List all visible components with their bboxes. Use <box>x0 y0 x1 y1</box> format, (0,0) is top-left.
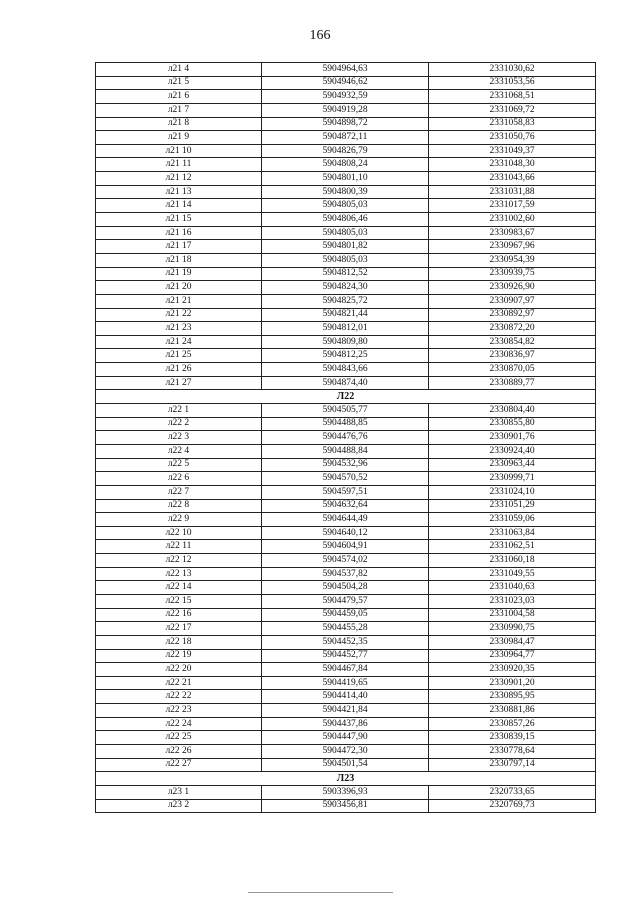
table-row <box>96 253 596 267</box>
y-coordinate-cell: 2331004,58 <box>429 608 596 622</box>
section-header: Л22 <box>96 390 596 404</box>
footer-divider <box>248 892 393 893</box>
x-coordinate-cell: 5904455,28 <box>262 622 429 636</box>
y-coordinate-cell: 2330924,40 <box>429 444 596 458</box>
table-row <box>96 635 596 649</box>
y-coordinate-cell: 2330778,64 <box>429 745 596 759</box>
x-coordinate-cell: 5904479,57 <box>262 594 429 608</box>
table-row <box>96 513 596 527</box>
y-coordinate-cell: 2331030,62 <box>429 63 596 77</box>
y-coordinate-cell: 2330797,14 <box>429 758 596 772</box>
table-row <box>96 417 596 431</box>
point-label-cell: л21 6 <box>96 90 262 104</box>
table-row <box>96 608 596 622</box>
section-header-row <box>96 390 596 404</box>
table-row <box>96 581 596 595</box>
x-coordinate-cell: 5904824,30 <box>262 281 429 295</box>
table-row <box>96 363 596 377</box>
point-label-cell: л21 11 <box>96 158 262 172</box>
y-coordinate-cell: 2331060,18 <box>429 554 596 568</box>
table-row <box>96 117 596 131</box>
x-coordinate-cell: 5904821,44 <box>262 308 429 322</box>
table-row <box>96 144 596 158</box>
y-coordinate-cell: 2330901,20 <box>429 676 596 690</box>
point-label-cell: л22 5 <box>96 458 262 472</box>
table-row <box>96 349 596 363</box>
x-coordinate-cell: 5904806,46 <box>262 213 429 227</box>
table-row <box>96 267 596 281</box>
y-coordinate-cell: 2330990,75 <box>429 622 596 636</box>
x-coordinate-cell: 5904452,77 <box>262 649 429 663</box>
point-label-cell: л21 16 <box>96 226 262 240</box>
x-coordinate-cell: 5904801,82 <box>262 240 429 254</box>
x-coordinate-cell: 5904452,35 <box>262 635 429 649</box>
x-coordinate-cell: 5904476,76 <box>262 431 429 445</box>
x-coordinate-cell: 5904467,84 <box>262 663 429 677</box>
table-row <box>96 131 596 145</box>
point-label-cell: л22 7 <box>96 485 262 499</box>
y-coordinate-cell: 2331048,30 <box>429 158 596 172</box>
point-label-cell: л22 18 <box>96 635 262 649</box>
table-row <box>96 213 596 227</box>
x-coordinate-cell: 5904504,28 <box>262 581 429 595</box>
table-row <box>96 431 596 445</box>
table-row <box>96 472 596 486</box>
y-coordinate-cell: 2330881,86 <box>429 704 596 718</box>
x-coordinate-cell: 5904800,39 <box>262 185 429 199</box>
point-label-cell: л21 9 <box>96 131 262 145</box>
table-row <box>96 172 596 186</box>
x-coordinate-cell: 5904805,03 <box>262 253 429 267</box>
table-row <box>96 731 596 745</box>
x-coordinate-cell: 5904946,62 <box>262 76 429 90</box>
y-coordinate-cell: 2330926,90 <box>429 281 596 295</box>
coordinates-table-body <box>96 63 596 813</box>
y-coordinate-cell: 2330895,95 <box>429 690 596 704</box>
table-row <box>96 690 596 704</box>
x-coordinate-cell: 5904640,12 <box>262 526 429 540</box>
y-coordinate-cell: 2330855,80 <box>429 417 596 431</box>
table-row <box>96 199 596 213</box>
x-coordinate-cell: 5904505,77 <box>262 404 429 418</box>
y-coordinate-cell: 2330954,39 <box>429 253 596 267</box>
x-coordinate-cell: 5904459,05 <box>262 608 429 622</box>
table-row <box>96 90 596 104</box>
y-coordinate-cell: 2330889,77 <box>429 376 596 390</box>
point-label-cell: л21 21 <box>96 294 262 308</box>
x-coordinate-cell: 5903456,81 <box>262 799 429 813</box>
y-coordinate-cell: 2330872,20 <box>429 322 596 336</box>
x-coordinate-cell: 5904826,79 <box>262 144 429 158</box>
x-coordinate-cell: 5904597,51 <box>262 485 429 499</box>
y-coordinate-cell: 2331002,60 <box>429 213 596 227</box>
x-coordinate-cell: 5904574,02 <box>262 554 429 568</box>
table-row <box>96 567 596 581</box>
point-label-cell: л21 13 <box>96 185 262 199</box>
table-row <box>96 458 596 472</box>
y-coordinate-cell: 2331063,84 <box>429 526 596 540</box>
y-coordinate-cell: 2330839,15 <box>429 731 596 745</box>
y-coordinate-cell: 2331043,66 <box>429 172 596 186</box>
table-row <box>96 308 596 322</box>
y-coordinate-cell: 2331068,51 <box>429 90 596 104</box>
y-coordinate-cell: 2330939,75 <box>429 267 596 281</box>
x-coordinate-cell: 5904805,03 <box>262 199 429 213</box>
table-row <box>96 704 596 718</box>
point-label-cell: л22 15 <box>96 594 262 608</box>
y-coordinate-cell: 2330901,76 <box>429 431 596 445</box>
y-coordinate-cell: 2331053,56 <box>429 76 596 90</box>
x-coordinate-cell: 5903396,93 <box>262 785 429 799</box>
point-label-cell: л22 12 <box>96 554 262 568</box>
x-coordinate-cell: 5904447,90 <box>262 731 429 745</box>
point-label-cell: л21 4 <box>96 63 262 77</box>
x-coordinate-cell: 5904419,65 <box>262 676 429 690</box>
x-coordinate-cell: 5904919,28 <box>262 103 429 117</box>
y-coordinate-cell: 2330967,96 <box>429 240 596 254</box>
table-row <box>96 622 596 636</box>
y-coordinate-cell: 2330907,97 <box>429 294 596 308</box>
table-row <box>96 444 596 458</box>
x-coordinate-cell: 5904964,63 <box>262 63 429 77</box>
y-coordinate-cell: 2331049,55 <box>429 567 596 581</box>
x-coordinate-cell: 5904843,66 <box>262 363 429 377</box>
x-coordinate-cell: 5904932,59 <box>262 90 429 104</box>
point-label-cell: л22 26 <box>96 745 262 759</box>
table-row <box>96 485 596 499</box>
table-row <box>96 499 596 513</box>
point-label-cell: л22 24 <box>96 717 262 731</box>
point-label-cell: л21 14 <box>96 199 262 213</box>
x-coordinate-cell: 5904437,86 <box>262 717 429 731</box>
y-coordinate-cell: 2331017,59 <box>429 199 596 213</box>
y-coordinate-cell: 2331023,03 <box>429 594 596 608</box>
point-label-cell: л22 23 <box>96 704 262 718</box>
point-label-cell: л22 16 <box>96 608 262 622</box>
x-coordinate-cell: 5904414,40 <box>262 690 429 704</box>
point-label-cell: л21 19 <box>96 267 262 281</box>
table-row <box>96 63 596 77</box>
point-label-cell: л21 15 <box>96 213 262 227</box>
point-label-cell: л22 13 <box>96 567 262 581</box>
page-number: 166 <box>309 28 331 43</box>
point-label-cell: л21 17 <box>96 240 262 254</box>
x-coordinate-cell: 5904812,25 <box>262 349 429 363</box>
point-label-cell: л22 9 <box>96 513 262 527</box>
table-row <box>96 185 596 199</box>
y-coordinate-cell: 2331062,51 <box>429 540 596 554</box>
table-row <box>96 758 596 772</box>
y-coordinate-cell: 2331049,37 <box>429 144 596 158</box>
y-coordinate-cell: 2330836,97 <box>429 349 596 363</box>
x-coordinate-cell: 5904812,01 <box>262 322 429 336</box>
table-row <box>96 240 596 254</box>
y-coordinate-cell: 2330854,82 <box>429 335 596 349</box>
point-label-cell: л22 10 <box>96 526 262 540</box>
table-row <box>96 663 596 677</box>
point-label-cell: л22 20 <box>96 663 262 677</box>
point-label-cell: л21 24 <box>96 335 262 349</box>
x-coordinate-cell: 5904801,10 <box>262 172 429 186</box>
point-label-cell: л21 8 <box>96 117 262 131</box>
point-label-cell: л22 27 <box>96 758 262 772</box>
y-coordinate-cell: 2330999,71 <box>429 472 596 486</box>
y-coordinate-cell: 2330964,77 <box>429 649 596 663</box>
section-header: Л23 <box>96 772 596 786</box>
table-row <box>96 158 596 172</box>
point-label-cell: л21 7 <box>96 103 262 117</box>
y-coordinate-cell: 2330892,97 <box>429 308 596 322</box>
point-label-cell: л21 22 <box>96 308 262 322</box>
x-coordinate-cell: 5904472,30 <box>262 745 429 759</box>
point-label-cell: л21 25 <box>96 349 262 363</box>
x-coordinate-cell: 5904805,03 <box>262 226 429 240</box>
x-coordinate-cell: 5904632,64 <box>262 499 429 513</box>
point-label-cell: л21 12 <box>96 172 262 186</box>
x-coordinate-cell: 5904501,54 <box>262 758 429 772</box>
x-coordinate-cell: 5904825,72 <box>262 294 429 308</box>
table-row <box>96 281 596 295</box>
table-row <box>96 540 596 554</box>
point-label-cell: л23 2 <box>96 799 262 813</box>
table-row <box>96 554 596 568</box>
point-label-cell: л21 5 <box>96 76 262 90</box>
section-header-row <box>96 772 596 786</box>
table-row <box>96 717 596 731</box>
y-coordinate-cell: 2320769,73 <box>429 799 596 813</box>
table-row <box>96 294 596 308</box>
y-coordinate-cell: 2331050,76 <box>429 131 596 145</box>
point-label-cell: л21 23 <box>96 322 262 336</box>
point-label-cell: л22 11 <box>96 540 262 554</box>
y-coordinate-cell: 2331069,72 <box>429 103 596 117</box>
x-coordinate-cell: 5904537,82 <box>262 567 429 581</box>
point-label-cell: л22 17 <box>96 622 262 636</box>
y-coordinate-cell: 2330983,67 <box>429 226 596 240</box>
x-coordinate-cell: 5904808,24 <box>262 158 429 172</box>
y-coordinate-cell: 2331031,88 <box>429 185 596 199</box>
table-row <box>96 76 596 90</box>
point-label-cell: л21 26 <box>96 363 262 377</box>
point-label-cell: л22 8 <box>96 499 262 513</box>
table-row <box>96 649 596 663</box>
table-row <box>96 322 596 336</box>
x-coordinate-cell: 5904809,80 <box>262 335 429 349</box>
table-row <box>96 376 596 390</box>
point-label-cell: л22 2 <box>96 417 262 431</box>
point-label-cell: л22 25 <box>96 731 262 745</box>
point-label-cell: л21 20 <box>96 281 262 295</box>
y-coordinate-cell: 2331040,63 <box>429 581 596 595</box>
point-label-cell: л22 22 <box>96 690 262 704</box>
y-coordinate-cell: 2330963,44 <box>429 458 596 472</box>
x-coordinate-cell: 5904570,52 <box>262 472 429 486</box>
table-row <box>96 526 596 540</box>
x-coordinate-cell: 5904604,91 <box>262 540 429 554</box>
point-label-cell: л22 4 <box>96 444 262 458</box>
x-coordinate-cell: 5904532,96 <box>262 458 429 472</box>
point-label-cell: л23 1 <box>96 785 262 799</box>
x-coordinate-cell: 5904644,49 <box>262 513 429 527</box>
y-coordinate-cell: 2320733,65 <box>429 785 596 799</box>
x-coordinate-cell: 5904872,11 <box>262 131 429 145</box>
point-label-cell: л22 6 <box>96 472 262 486</box>
x-coordinate-cell: 5904812,52 <box>262 267 429 281</box>
point-label-cell: л21 18 <box>96 253 262 267</box>
table-row <box>96 676 596 690</box>
table-row <box>96 103 596 117</box>
y-coordinate-cell: 2331024,10 <box>429 485 596 499</box>
table-row <box>96 745 596 759</box>
x-coordinate-cell: 5904488,84 <box>262 444 429 458</box>
y-coordinate-cell: 2330984,47 <box>429 635 596 649</box>
x-coordinate-cell: 5904874,40 <box>262 376 429 390</box>
point-label-cell: л22 21 <box>96 676 262 690</box>
x-coordinate-cell: 5904898,72 <box>262 117 429 131</box>
x-coordinate-cell: 5904488,85 <box>262 417 429 431</box>
table-row <box>96 404 596 418</box>
x-coordinate-cell: 5904421,84 <box>262 704 429 718</box>
y-coordinate-cell: 2331051,29 <box>429 499 596 513</box>
y-coordinate-cell: 2330870,05 <box>429 363 596 377</box>
point-label-cell: л22 19 <box>96 649 262 663</box>
y-coordinate-cell: 2331058,83 <box>429 117 596 131</box>
y-coordinate-cell: 2331059,06 <box>429 513 596 527</box>
point-label-cell: л22 3 <box>96 431 262 445</box>
table-row <box>96 335 596 349</box>
point-label-cell: л21 10 <box>96 144 262 158</box>
point-label-cell: л22 1 <box>96 404 262 418</box>
table-row <box>96 785 596 799</box>
table-row <box>96 226 596 240</box>
y-coordinate-cell: 2330920,35 <box>429 663 596 677</box>
point-label-cell: л22 14 <box>96 581 262 595</box>
table-row <box>96 594 596 608</box>
point-label-cell: л21 27 <box>96 376 262 390</box>
table-row <box>96 799 596 813</box>
coordinates-table <box>95 62 596 813</box>
y-coordinate-cell: 2330857,26 <box>429 717 596 731</box>
y-coordinate-cell: 2330804,40 <box>429 404 596 418</box>
